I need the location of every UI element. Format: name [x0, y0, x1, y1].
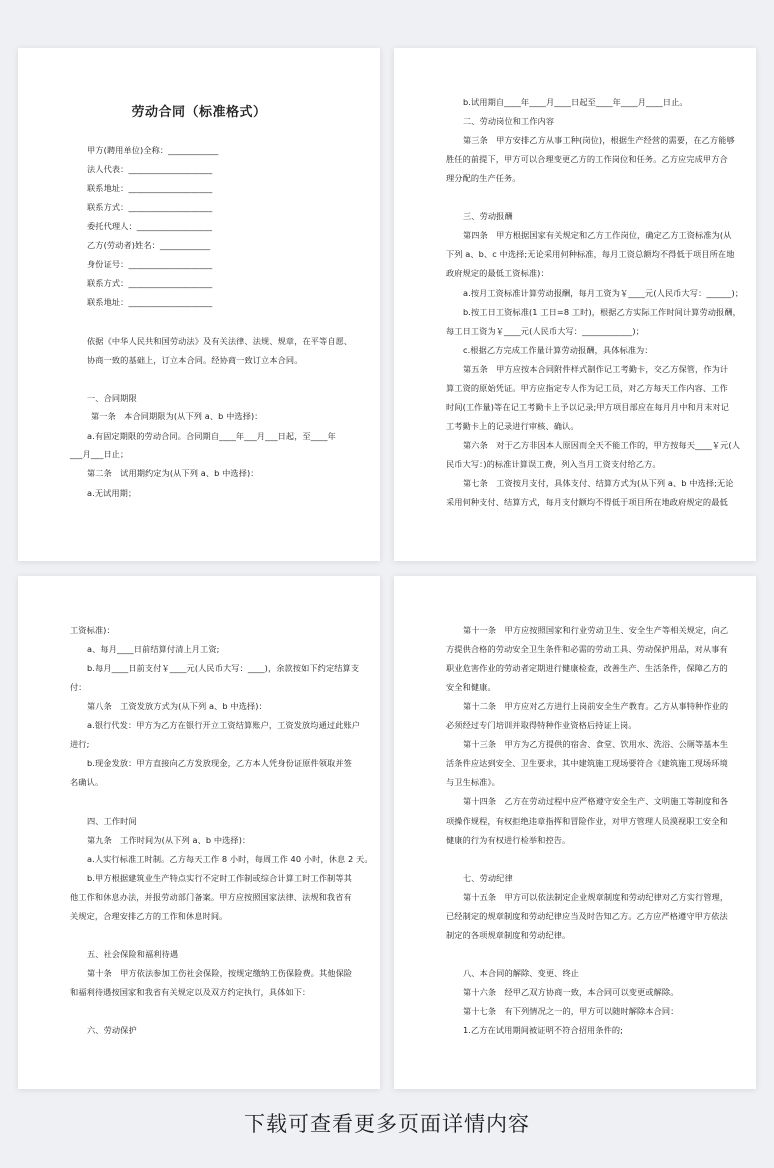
text-line: 第十六条 经甲乙双方协商一致，本合同可以变更或解除。 — [463, 987, 679, 997]
text-line: 时间(工作量)等在记工考勤卡上予以记录;甲方项目部应在每月月中和月末对记 — [446, 402, 729, 412]
section-heading: 五、社会保险和福利待遇 — [87, 949, 179, 959]
text-line: 关规定，合理安排乙方的工作和休息时间。 — [70, 911, 228, 921]
section-heading: 一、合同期限 — [87, 393, 137, 403]
text-line: 政府规定的最低工资标准)： — [446, 268, 549, 278]
text-line: 委托代理人：__________________ — [87, 221, 213, 231]
text-line: 第四条 甲方根据国家有关规定和乙方工作岗位，确定乙方工资标准为(从 — [463, 230, 732, 240]
section-heading: 八、本合同的解除、变更、终止 — [463, 968, 580, 978]
text-line: 第九条 工作时间为(从下列 a、b 中选择)： — [87, 835, 251, 845]
text-line: 第十三条 甲方为乙方提供的宿舍、食堂、饮用水、洗浴、公厕等基本生 — [463, 739, 729, 749]
text-line: 职业危害作业的劳动者定期进行健康检查，改善生产、生活条件，保障乙方的 — [446, 663, 728, 673]
text-line: 他工作和休息办法，并报劳动部门备案。甲方应按照国家法律、法规和我省有 — [70, 892, 352, 902]
text-line: 身份证号：____________________ — [87, 259, 213, 269]
text-line: 项操作规程，有权拒绝违章指挥和冒险作业，对甲方管理人员漠视职工安全和 — [446, 816, 728, 826]
text-line: 第十七条 有下列情况之一的，甲方可以随时解除本合同： — [463, 1006, 679, 1016]
text-line: 活条件应达到安全、卫生要求，其中建筑施工现场要符合《建筑施工现场环境 — [446, 758, 728, 768]
text-line: 联系地址：____________________ — [87, 297, 213, 307]
text-line: 乙方(劳动者)姓名：____________ — [87, 240, 211, 250]
text-line: b.试用期自____年____月____日起至____年____月____日止。 — [463, 97, 688, 107]
text-line: 付： — [70, 682, 87, 692]
text-line: 第十一条 甲方应按照国家和行业劳动卫生、安全生产等相关规定，向乙 — [463, 625, 729, 635]
text-line: 下列 a、b、c 中选择;无论采用何种标准，每月工资总额均不得低于项目所在地 — [446, 249, 735, 259]
text-line: 理分配的生产任务。 — [446, 173, 521, 183]
text-line: 第十条 甲方依法参加工伤社会保险，按规定缴纳工伤保险费。其他保险 — [87, 968, 353, 978]
document-title: 劳动合同（标准格式） — [131, 105, 267, 120]
text-line: a.无试用期； — [87, 488, 137, 498]
text-line: 1.乙方在试用期间被证明不符合招用条件的; — [463, 1025, 624, 1035]
text-line: 安全和健康。 — [446, 682, 496, 692]
section-heading: 四、工作时间 — [87, 816, 137, 826]
download-more-caption: 下载可查看更多页面详情内容 — [244, 1112, 530, 1136]
text-line: 甲方(聘用单位)全称：____________ — [87, 145, 219, 155]
text-line: 联系地址：____________________ — [87, 183, 213, 193]
section-heading: 七、劳动纪律 — [463, 873, 513, 883]
text-line: 联系方式：____________________ — [87, 278, 213, 288]
text-line: 制定的各项规章制度和劳动纪律。 — [446, 930, 571, 940]
text-line: 第一条 本合同期限为(从下列 a、b 中选择)： — [91, 411, 263, 421]
text-line: b.按工日工资标准(1 工日=8 工时)，根据乙方实际工作时间计算劳动报酬， — [463, 307, 741, 317]
text-line: 第七条 工资按月支付，具体支付、结算方式为(从下列 a、b 中选择;无论 — [463, 478, 734, 488]
contract-page-4 — [394, 576, 756, 1089]
text-line: 和福利待遇按国家和我省有关规定以及双方约定执行，具体如下： — [70, 987, 311, 997]
text-line: 方提供合格的劳动安全卫生条件和必需的劳动工具、劳动保护用品，对从事有 — [446, 644, 728, 654]
text-line: 每工日工资为￥____元(人民币大写：____________)； — [446, 326, 645, 336]
contract-page-1 — [18, 48, 380, 561]
text-line: b.甲方根据建筑业生产特点实行不定时工作制或综合计算工时工作制等其 — [87, 873, 352, 883]
text-line: 进行; — [70, 739, 90, 749]
text-line: 法人代表：____________________ — [87, 164, 213, 174]
text-line: 第六条 对于乙方非因本人原因而全天不能工作的，甲方按每天____￥元(人 — [463, 440, 740, 450]
text-line: b.每月____日前支付￥____元(人民币大写：____)，余款按如下约定结算支 — [87, 663, 360, 673]
text-line: 与卫生标准》。 — [446, 777, 500, 787]
text-line: 民币大写：)的标准计算误工费，列入当月工资支付给乙方。 — [446, 459, 661, 469]
text-line: ___月___日止； — [70, 449, 129, 459]
text-line: 已经制定的规章制度和劳动纪律应当及时告知乙方。乙方应严格遵守甲方依法 — [446, 911, 728, 921]
text-line: 必须经过专门培训并取得特种作业资格后持证上岗。 — [446, 720, 637, 730]
text-line: a.人实行标准工时制。乙方每天工作 8 小时，每周工作 40 小时，休息 2 天。 — [87, 854, 373, 864]
text-line: a.银行代发：甲方为乙方在银行开立工资结算账户，工资发放均通过此账户 — [87, 720, 361, 730]
section-heading: 六、劳动保护 — [87, 1025, 137, 1035]
text-line: 第十四条 乙方在劳动过程中应严格遵守安全生产、文明施工等制度和各 — [463, 796, 729, 806]
text-line: 采用何种支付、结算方式，每月支付额均不得低于项目所在地政府规定的最低 — [446, 497, 728, 507]
text-line: b.现金发放：甲方直接向乙方发放现金，乙方本人凭身份证原件领取并签 — [87, 758, 352, 768]
contract-page-3 — [18, 576, 380, 1089]
text-line: 工资标准)： — [70, 625, 115, 635]
text-line: a、每月____日前结算付清上月工资; — [87, 644, 220, 654]
text-line: 健康的行为有权进行检举和控告。 — [446, 835, 571, 845]
text-line: a.有固定期限的劳动合同。合同期自____年___月___日起，至____年 — [87, 431, 336, 441]
contract-page-2 — [394, 48, 756, 561]
text-line: 协商一致的基础上，订立本合同。经协商一致订立本合同。 — [87, 355, 303, 365]
text-line: 第五条 甲方应按本合同附件样式制作记工考勤卡，交乙方保管，作为计 — [463, 364, 729, 374]
text-line: 第三条 甲方安排乙方从事工种(岗位)，根据生产经营的需要，在乙方能够 — [463, 135, 735, 145]
text-line: 算工资的原始凭证。甲方应指定专人作为记工员，对乙方每天工作内容、工作 — [446, 383, 728, 393]
text-line: 第十五条 甲方可以依法制定企业规章制度和劳动纪律对乙方实行管理， — [463, 892, 729, 902]
text-line: 名确认。 — [70, 777, 104, 787]
text-line: 第八条 工资发放方式为(从下列 a、b 中选择)： — [87, 701, 267, 711]
text-line: c.根据乙方完成工作量计算劳动报酬，具体标准为： — [463, 345, 653, 355]
text-line: 第二条 试用期约定为(从下列 a、b 中选择)： — [87, 468, 259, 478]
text-line: 联系方式：____________________ — [87, 202, 213, 212]
text-line: a.按月工资标准计算劳动报酬，每月工资为￥____元(人民币大写：______)； — [463, 288, 744, 298]
text-line: 依据《中华人民共和国劳动法》及有关法律、法规、规章，在平等自愿、 — [87, 336, 353, 346]
section-heading: 二、劳动岗位和工作内容 — [463, 116, 555, 126]
section-heading: 三、劳动报酬 — [463, 211, 513, 221]
text-line: 第十二条 甲方应对乙方进行上岗前安全生产教育。乙方从事特种作业的 — [463, 701, 729, 711]
text-line: 胜任的前提下，甲方可以合理变更乙方的工作岗位和任务。乙方应完成甲方合 — [446, 154, 728, 164]
text-line: 工考勤卡上的记录进行审核、确认。 — [446, 421, 579, 431]
